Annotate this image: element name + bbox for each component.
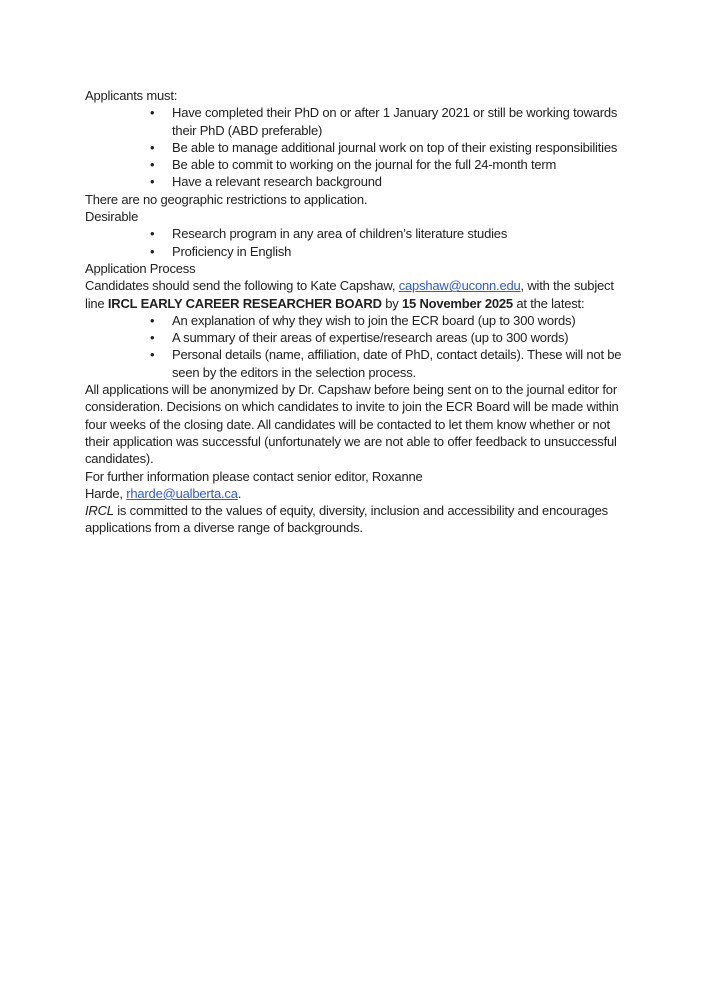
desirable-heading: Desirable bbox=[85, 209, 139, 225]
rharde-email-link[interactable]: rharde@ualberta.ca bbox=[126, 485, 238, 501]
intro-text: by bbox=[381, 295, 402, 311]
intro-text: at the latest: bbox=[512, 295, 585, 311]
application-bullet-list bbox=[85, 312, 633, 381]
geographic-note: There are no geographic restrictions to application. bbox=[85, 191, 368, 207]
bullet-item: • Have completed their PhD on or after 1 January 2021 or still be working towards their PhD (ABD preferable) bbox=[172, 104, 633, 139]
capshaw-email-link[interactable]: capshaw@uconn.edu bbox=[398, 278, 521, 294]
anonymization-note: All applications will be anonymized by Dr. Capshaw before being sent on to the journal editor for consideration. Decisions on which candidates to invite to join the ECR Board will be made within four weeks of the closing date. All candidates will be contacted to let them know whether or not their application was successful (unfortunately we are not able to offer feedback to unsuccessful candidates). bbox=[85, 382, 619, 467]
desirable-bullet-list bbox=[85, 225, 633, 260]
edi-statement bbox=[85, 502, 633, 537]
application-process-intro bbox=[85, 277, 633, 312]
bullet-item: • Be able to commit to working on the journal for the full 24-month term bbox=[172, 156, 633, 173]
bullet-item: • Be able to manage additional journal work on top of their existing responsibilities bbox=[172, 139, 633, 156]
intro-text: , with the subject line bbox=[85, 278, 614, 311]
bullet-item: • Proficiency in English bbox=[172, 243, 633, 260]
further-info-line1: For further information please contact senior editor, Roxanne bbox=[85, 468, 423, 484]
bullet-item: • An explanation of why they wish to join the ECR board (up to 300 words) bbox=[172, 312, 633, 329]
bullet-item: • A summary of their areas of expertise/research areas (up to 300 words) bbox=[172, 329, 633, 346]
further-info-text: . bbox=[237, 485, 242, 501]
bullet-item: • Personal details (name, affiliation, date of PhD, contact details). These will not be seen by the editors in the selection process. bbox=[172, 346, 633, 381]
deadline-bold: 15 November 2025 bbox=[401, 295, 513, 311]
intro-text: Candidates should send the following to Kate Capshaw, bbox=[85, 278, 399, 294]
bullet-item: • Research program in any area of children’s literature studies bbox=[172, 225, 633, 242]
application-process-heading: Application Process bbox=[85, 260, 196, 276]
further-info-text: Harde, bbox=[85, 485, 127, 501]
applicants-heading: Applicants must: bbox=[85, 88, 178, 103]
applicants-bullet-list bbox=[85, 104, 633, 190]
further-info-line2 bbox=[85, 485, 633, 502]
edi-statement-text: is committed to the values of equity, diversity, inclusion and accessibility and encourages applications from a diverse range of backgrounds. bbox=[85, 503, 608, 536]
document-body bbox=[85, 87, 633, 537]
subject-line-bold: IRCL EARLY CAREER RESEARCHER BOARD bbox=[107, 295, 382, 311]
journal-name-italic: IRCL bbox=[85, 503, 114, 519]
bullet-item: • Have a relevant research background bbox=[172, 173, 633, 190]
